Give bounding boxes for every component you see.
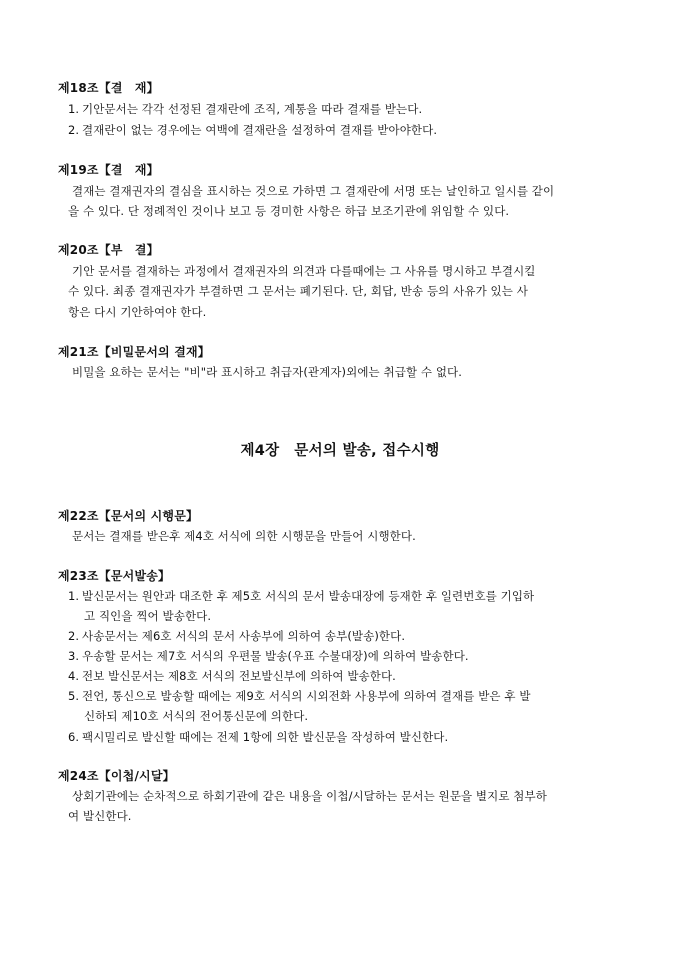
item-text: 전보 발신문서는 제8호 서식의 전보발신부에 의하여 발송한다.	[82, 669, 396, 683]
article-23-heading: 제23조【문서발송】	[58, 569, 171, 583]
article-21-heading: 제21조【비밀문서의 결재】	[58, 345, 211, 359]
article-20-line-1: 기안 문서를 결재하는 과정에서 결재권자의 의견과 다를때에는 그 사유를 명시하고 부결시킬	[72, 264, 536, 278]
article-23-item-5	[68, 688, 531, 704]
article-23-item-1-cont: 고 직인을 찍어 발송한다.	[84, 609, 212, 623]
item-number: 2.	[68, 629, 80, 643]
article-23-item-6	[68, 729, 448, 745]
chapter-4-title: 제4장 문서의 발송, 접수시행	[240, 443, 440, 459]
item-text: 팩시밀리로 발신할 때에는 전제 1항에 의한 발신문을 작성하여 발신한다.	[82, 730, 449, 744]
item-number: 1.	[68, 102, 80, 116]
article-20-heading: 제20조【부 결】	[58, 243, 159, 257]
article-23-item-4	[68, 668, 396, 684]
article-24-heading: 제24조【이첩/시달】	[58, 769, 175, 783]
item-number: 2.	[68, 123, 80, 137]
item-number: 5.	[68, 689, 80, 703]
item-number: 1.	[68, 589, 80, 603]
article-23-item-5-cont: 신하되 제10호 서식의 전어통신문에 의한다.	[84, 709, 309, 723]
article-19-line-2: 을 수 있다. 단 정례적인 것이나 보고 등 경미한 사항은 하급 보조기관에 위임할 수 있다.	[68, 204, 510, 218]
article-19-line-1: 결재는 결재권자의 결심을 표시하는 것으로 가하면 그 결재란에 서명 또는 날인하고 일시를 같이	[72, 184, 555, 198]
article-24-line-1: 상회기관에는 순차적으로 하회기관에 같은 내용을 이첩/시달하는 문서는 원문을 별지로 첨부하	[72, 789, 547, 803]
item-number: 3.	[68, 649, 80, 663]
article-22-heading: 제22조【문서의 시행문】	[58, 509, 199, 523]
item-text: 사송문서는 제6호 서식의 문서 사송부에 의하여 송부(발송)한다.	[82, 629, 406, 643]
article-18-item-2	[68, 122, 437, 138]
article-18-heading: 제18조【결 재】	[58, 81, 159, 95]
article-21-line-1: 비밀을 요하는 문서는 "비"라 표시하고 취급자(관계자)외에는 취급할 수 없다.	[72, 365, 463, 379]
item-text: 발신문서는 원안과 대조한 후 제5호 서식의 문서 발송대장에 등재한 후 일련번호를 기입하	[82, 589, 535, 603]
article-20-line-3: 항은 다시 기안하여야 한다.	[68, 305, 207, 319]
article-23-item-3	[68, 648, 469, 664]
item-text: 결재란이 없는 경우에는 여백에 결재란을 설정하여 결재를 받아야한다.	[82, 123, 438, 137]
article-20-line-2: 수 있다. 최종 결재권자가 부결하면 그 문서는 폐기된다. 단, 회답, 반송 등의 사유가 있는 사	[68, 284, 528, 298]
item-text: 기안문서는 각각 선정된 결재란에 조직, 계통을 따라 결재를 받는다.	[82, 102, 423, 116]
article-19-heading: 제19조【결 재】	[58, 163, 159, 177]
article-23-item-1	[68, 588, 534, 604]
article-18-item-1	[68, 101, 422, 117]
item-text: 우송할 문서는 제7호 서식의 우편물 발송(우표 수불대장)에 의하여 발송한다.	[82, 649, 469, 663]
item-number: 4.	[68, 669, 80, 683]
item-text: 전언, 통신으로 발송할 때에는 제9호 서식의 시외전화 사용부에 의하여 결재를 받은 후 발	[82, 689, 531, 703]
item-number: 6.	[68, 730, 80, 744]
article-24-line-2: 여 발신한다.	[68, 809, 132, 823]
article-23-item-2	[68, 628, 405, 644]
article-22-line-1: 문서는 결재를 받은후 제4호 서식에 의한 시행문을 만들어 시행한다.	[72, 529, 416, 543]
